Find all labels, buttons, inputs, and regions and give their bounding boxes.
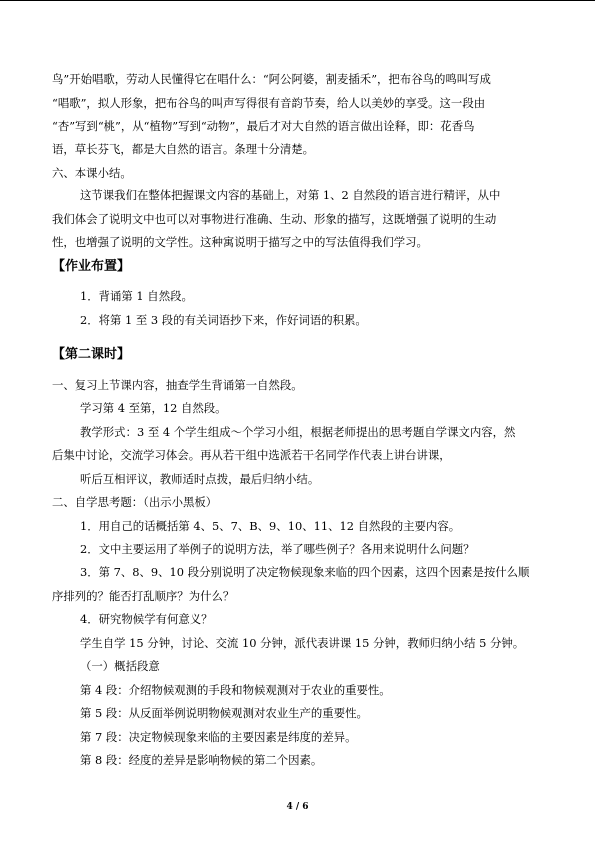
list-item: 3．第 7、8、9、10 段分别说明了决定物候现象来临的四个因素，这四个因素是按什么顺: [80, 565, 530, 580]
text-line: 第 4 段：介绍物候观测的手段和物候观测对于农业的重要性。: [80, 682, 391, 697]
text-line: “杏”写到“桃”，从“植物”写到“动物”，最后才对大自然的语言做出诠释，即：花香鸟: [52, 118, 475, 133]
text-line: 我们体会了说明文中也可以对事物进行准确、生动、形象的描写，这既增强了说明的生动: [52, 211, 497, 226]
list-item: 2．文中主要运用了举例子的说明方法，举了哪些例子？各用来说明什么问题？: [80, 541, 475, 556]
text-line: 后集中讨论，交流学习体会。再从若干组中选派若干名同学作代表上讲台讲课，: [52, 448, 451, 463]
text-line: 学习第 4 至第，12 自然段。: [80, 401, 227, 416]
text-line: 这节课我们在整体把握课文内容的基础上，对第 1、2 自然段的语言进行精评，从中: [80, 188, 501, 203]
list-item: 4．研究物候学有何意义？: [80, 612, 213, 627]
text-line: 鸟”开始唱歌，劳动人民懂得它在唱什么：“阿公阿婆，割麦插禾”，把布谷鸟的鸣叫写成: [52, 72, 491, 86]
page-number: 4 / 6: [286, 802, 309, 812]
list-item: 1．背诵第 1 自然段。: [80, 289, 193, 304]
text-line: 教学形式：3 至 4 个学生组成～个学习小组，根据老师提出的思考题自学课文内容，然: [80, 424, 516, 439]
homework-heading: 【作业布置】: [52, 258, 131, 274]
list-item: 序排列的？能否打乱顺序？为什么？: [52, 588, 235, 603]
text-line: “唱歌”，拟人形象，把布谷鸟的叫声写得很有音韵节奏，给人以美妙的享受。这一段由: [52, 95, 486, 110]
text-line: 性，也增强了说明的文学性。这种寓说明于描写之中的写法值得我们学习。: [52, 235, 428, 250]
second-lesson-heading: 【第二课时】: [52, 347, 131, 363]
list-item: 2．将第 1 至 3 段的有关词语抄下来，作好词语的积累。: [80, 312, 367, 327]
subsection-heading: （一）概括段意: [80, 659, 160, 674]
text-line: 一、复习上节课内容，抽查学生背诵第一自然段。: [52, 377, 303, 392]
list-item: 1．用自己的话概括第 4、5、7、B、9、10、11、12 自然段的主要内容。: [80, 518, 461, 533]
text-line: 学生自学 15 分钟，讨论、交流 10 分钟，派代表讲课 15 分钟，教师归纳小结 5 分钟。: [80, 635, 525, 650]
section-heading: 二、自学思考题：（出示小黑板）: [52, 495, 218, 509]
text-line: 第 7 段：决定物候现象来临的主要因素是纬度的差异。: [80, 729, 357, 744]
section-heading: 六、本课小结。: [52, 165, 132, 180]
text-line: 听后互相评议，教师适时点拨，最后归纳小结。: [80, 471, 320, 486]
text-line: 第 5 段：从反面举例说明物候观测对农业生产的重要性。: [80, 706, 368, 721]
text-line: 语，草长芬飞，都是大自然的语言。条理十分清楚。: [52, 142, 314, 157]
text-line: 第 8 段：经度的差异是影响物候的第二个因素。: [80, 753, 323, 767]
